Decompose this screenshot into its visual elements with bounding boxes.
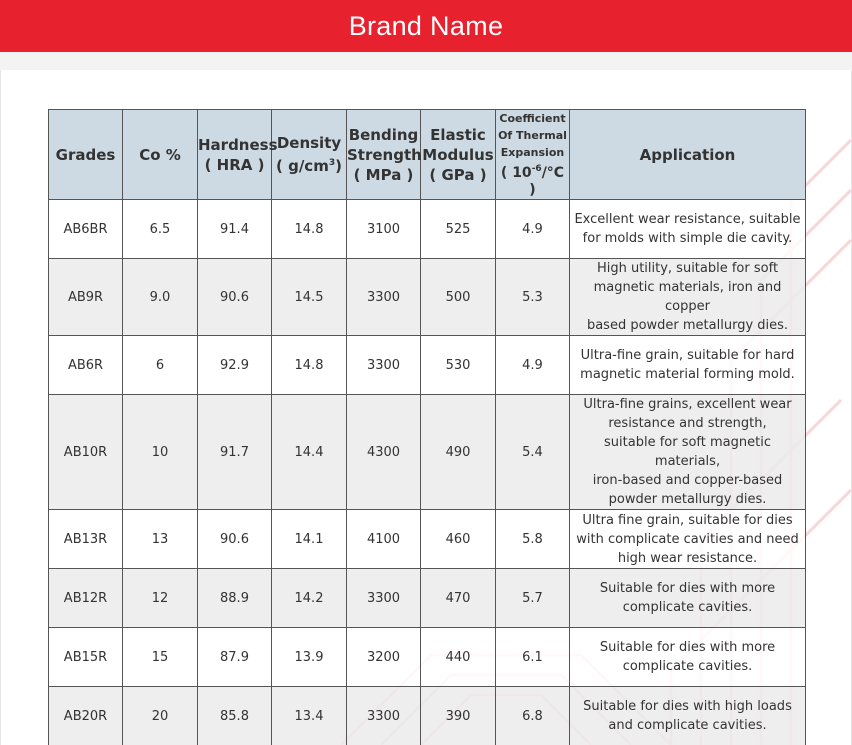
content-panel	[0, 70, 852, 745]
application-line: and complicate cavities.	[608, 718, 767, 733]
cell-bending: 3300	[347, 259, 421, 336]
cell-density: 13.4	[272, 687, 347, 745]
cell-thermal: 6.8	[496, 687, 570, 745]
application-line: Suitable for dies with more	[599, 581, 776, 596]
cell-bending: 3300	[347, 569, 421, 628]
header-co: Co %	[123, 110, 198, 200]
cell-application	[570, 628, 806, 687]
cell-grade: AB15R	[49, 628, 123, 687]
table-row	[49, 628, 806, 687]
application-line: high wear resistance.	[617, 550, 758, 566]
cell-application	[570, 687, 806, 745]
header-hardness: Hardness ( HRA )	[198, 110, 272, 200]
cell-bending: 4300	[347, 395, 421, 510]
application-line: Suitable for dies with more	[599, 640, 776, 655]
cell-bending: 3300	[347, 336, 421, 395]
cell-density: 13.9	[272, 628, 347, 687]
table-row	[49, 510, 806, 569]
cell-hardness: 92.9	[198, 336, 272, 395]
header-application: Application	[570, 110, 806, 200]
cell-elastic: 390	[421, 687, 496, 745]
header-elastic: Elastic Modulus ( GPa )	[421, 110, 496, 200]
application-line: for molds with simple die cavity.	[582, 231, 793, 246]
application-line: complicate cavities.	[622, 600, 753, 615]
application-line: with complicate cavities and need	[576, 531, 799, 547]
cell-density: 14.1	[272, 510, 347, 569]
cell-density: 14.8	[272, 200, 347, 259]
cell-elastic: 490	[421, 395, 496, 510]
cell-application	[570, 395, 806, 510]
cell-co: 10	[123, 395, 198, 510]
cell-elastic: 460	[421, 510, 496, 569]
header-thermal: Coefficient Of Thermal Expansion ( $10^{-6}/^\circ C$ )	[496, 110, 570, 200]
cell-grade: AB6R	[49, 336, 123, 395]
brand-header	[0, 0, 852, 52]
grades-table	[48, 109, 806, 745]
table-row	[49, 687, 806, 745]
application-line: Ultra-fine grains, excellent wear	[583, 397, 792, 412]
cell-thermal: 6.1	[496, 628, 570, 687]
cell-bending: 3200	[347, 628, 421, 687]
cell-thermal: 5.3	[496, 259, 570, 336]
cell-application	[570, 569, 806, 628]
table-row	[49, 200, 806, 259]
table-body	[49, 200, 806, 745]
brand-name: Brand Name	[348, 10, 504, 41]
cell-co: 6	[123, 336, 198, 395]
application-line: iron-based and copper-based	[592, 473, 783, 488]
cell-hardness: 88.9	[198, 569, 272, 628]
header-bending: Bending Strength ( MPa )	[347, 110, 421, 200]
cell-co: 6.5	[123, 200, 198, 259]
header-grades: Grades	[49, 110, 123, 200]
cell-grade: AB9R	[49, 259, 123, 336]
application-line: resistance and strength,	[608, 416, 767, 431]
application-line: based powder metallurgy dies.	[586, 318, 789, 333]
cell-thermal: 5.4	[496, 395, 570, 510]
table-row	[49, 395, 806, 510]
cell-grade: AB12R	[49, 569, 123, 628]
application-line: High utility, suitable for soft	[596, 261, 779, 276]
application-line: magnetic material forming mold.	[580, 367, 795, 382]
cell-co: 15	[123, 628, 198, 687]
cell-grade: AB10R	[49, 395, 123, 510]
cell-thermal: 5.8	[496, 510, 570, 569]
application-line: Ultra fine grain, suitable for dies	[582, 512, 793, 528]
cell-co: 12	[123, 569, 198, 628]
cell-application	[570, 510, 806, 569]
cell-density: 14.5	[272, 259, 347, 336]
cell-grade: AB20R	[49, 687, 123, 745]
cell-grade: AB13R	[49, 510, 123, 569]
cell-bending: 4100	[347, 510, 421, 569]
cell-hardness: 91.4	[198, 200, 272, 259]
cell-hardness: 91.7	[198, 395, 272, 510]
cell-application	[570, 336, 806, 395]
cell-hardness: 85.8	[198, 687, 272, 745]
cell-co: 9.0	[123, 259, 198, 336]
cell-co: 20	[123, 687, 198, 745]
cell-density: 14.2	[272, 569, 347, 628]
cell-bending: 3300	[347, 687, 421, 745]
cell-application	[570, 200, 806, 259]
application-line: powder metallurgy dies.	[608, 492, 767, 507]
cell-elastic: 470	[421, 569, 496, 628]
cell-thermal: 4.9	[496, 200, 570, 259]
application-line: Ultra-fine grain, suitable for hard	[580, 348, 795, 363]
table-row	[49, 569, 806, 628]
cell-hardness: 87.9	[198, 628, 272, 687]
cell-application	[570, 259, 806, 336]
table-header-row	[49, 110, 806, 200]
cell-density: 14.8	[272, 336, 347, 395]
cell-elastic: 440	[421, 628, 496, 687]
cell-hardness: 90.6	[198, 510, 272, 569]
table-row	[49, 336, 806, 395]
table-row	[49, 259, 806, 336]
application-line: magnetic materials, iron and copper	[593, 280, 782, 314]
cell-elastic: 500	[421, 259, 496, 336]
cell-thermal: 4.9	[496, 336, 570, 395]
cell-density: 14.4	[272, 395, 347, 510]
cell-co: 13	[123, 510, 198, 569]
cell-thermal: 5.7	[496, 569, 570, 628]
application-line: suitable for soft magnetic materials,	[604, 435, 771, 469]
cell-elastic: 525	[421, 200, 496, 259]
cell-bending: 3100	[347, 200, 421, 259]
cell-elastic: 530	[421, 336, 496, 395]
header-density: Density ( $g/cm^3$)	[272, 110, 347, 200]
application-line: complicate cavities.	[622, 659, 753, 674]
application-line: Excellent wear resistance, suitable	[574, 212, 801, 227]
cell-hardness: 90.6	[198, 259, 272, 336]
application-line: Suitable for dies with high loads	[583, 699, 792, 714]
cell-grade: AB6BR	[49, 200, 123, 259]
